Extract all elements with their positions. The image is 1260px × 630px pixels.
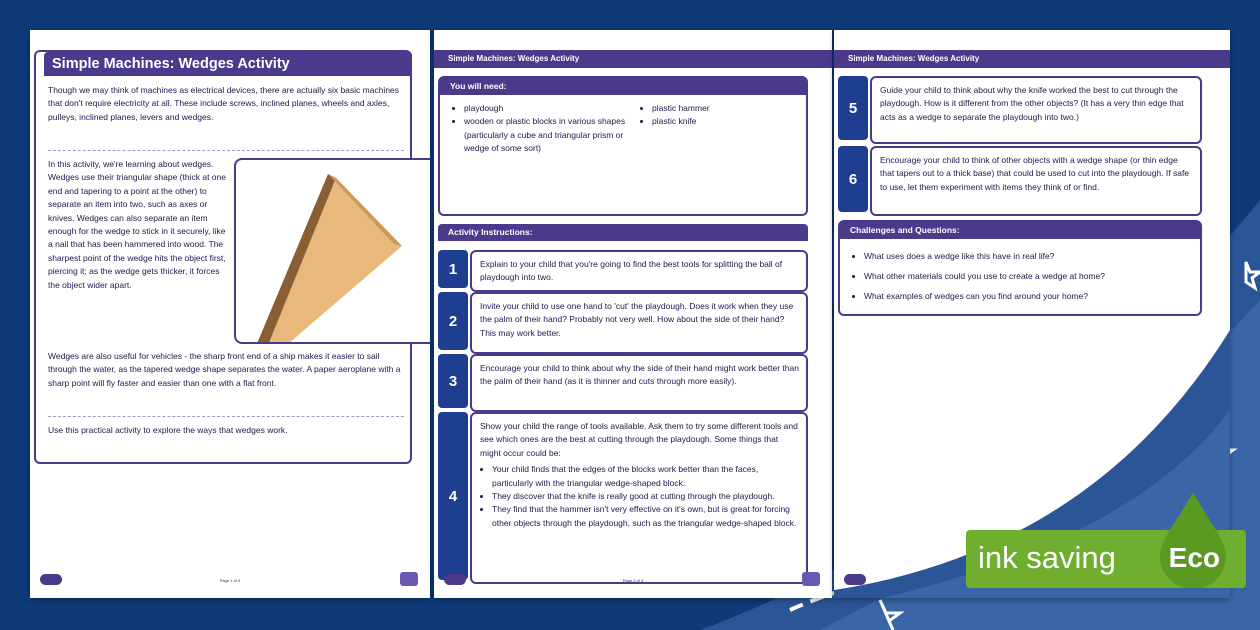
step-number: 3 — [438, 354, 468, 408]
question-item: • What examples of wedges can you find around your home? — [864, 286, 1194, 306]
page-2 — [434, 30, 832, 598]
badge-icon — [400, 572, 418, 586]
step-box — [470, 250, 808, 292]
step-text: Guide your child to think about why the knife worked the best to cut through the playdough. How is it different from the other objects? (It has a very thin edge that acts as a wedge to separate the playdough into two.) — [880, 85, 1184, 122]
page-footer — [444, 572, 822, 588]
body-text: In this activity, we're learning about wedges. Wedges use their triangular shape (thick at one end and tapering to a point at the other) to separate an item into two, such as axes or knives. Wedges can also separate an item enough for the wedge to stick in it securely, like a nail that has been hammered into wood. The sharpest point of the wedge hits the object first, piercing it; as the wedge gets thicker, it forces the object wider apart. — [48, 159, 226, 290]
step-box — [870, 76, 1202, 144]
wedge-illustration — [236, 160, 430, 342]
step-text: Show your child the range of tools available. Ask them to try some different tools and see which ones are the best at cutting through the playdough. Some things that might occur could be: — [480, 421, 798, 458]
badge-icon — [802, 572, 820, 586]
need-item: • plastic hammer — [652, 102, 800, 115]
step-bullet: • Your child finds that the edges of the blocks work better than the faces, particularly with the triangular wedge-shaped block. — [492, 463, 800, 490]
step-number: 5 — [838, 76, 868, 140]
you-will-need-box — [438, 76, 808, 216]
step-number: 1 — [438, 250, 468, 288]
page-header: Simple Machines: Wedges Activity — [434, 50, 832, 68]
step-box — [870, 146, 1202, 216]
need-list-right — [640, 102, 800, 129]
step-text: Encourage your child to think of other objects with a wedge shape (or thin edge that tapers out to a thick base) that could be used to cut into the playdough. If safe to use, let them experiment with items they think of or find. — [880, 155, 1190, 192]
step-text: Explain to your child that you're going to find the best tools for splitting the ball of playdough into two. — [480, 259, 783, 283]
wedge-image-frame — [234, 158, 430, 344]
page-footer — [40, 572, 420, 588]
page-title: Simple Machines: Wedges Activity — [44, 52, 412, 76]
need-item: • playdough — [464, 102, 630, 115]
question-item: • What uses does a wedge like this have in real life? — [864, 246, 1194, 266]
page-header: Simple Machines: Wedges Activity — [834, 50, 1230, 68]
ink-saving-label: ink saving — [978, 540, 1116, 575]
need-item: • plastic knife — [652, 115, 800, 128]
you-will-need-title: You will need: — [440, 78, 806, 95]
step-box — [470, 354, 808, 412]
step-box — [470, 412, 808, 584]
intro-text: Though we may think of machines as electrical devices, there are actually six basic machines that don't require electricity at all. These include screws, inclined planes, wheels and axles, pulleys, inclined planes, levers and wedges. — [48, 85, 400, 122]
ink-saving-banner — [966, 530, 1246, 588]
vehicles-text: Wedges are also useful for vehicles - the sharp front end of a ship makes it easier to sail through the water, as the tapered wedge shape separates the water. A paper aeroplane with a sharp point will fly faster and easier than one with a flat front. — [48, 351, 401, 388]
need-item: • wooden or plastic blocks in various shapes (particularly a cube and triangular prism or wedge of some sort) — [464, 115, 630, 155]
need-list-left — [452, 102, 630, 156]
step-text — [480, 420, 800, 530]
page-number: Page 1 of 3 — [219, 578, 241, 583]
divider — [48, 150, 404, 151]
page-1 — [30, 30, 430, 598]
eco-badge: Eco — [1168, 542, 1220, 573]
brand-logo — [844, 574, 866, 585]
step-number: 4 — [438, 412, 468, 580]
step-bullet: • They discover that the knife is really good at cutting through the playdough. — [492, 490, 800, 503]
question-item: • What other materials could you use to create a wedge at home? — [864, 266, 1194, 286]
step-bullet: • They find that the hammer isn't very effective on it's own, but is great for forcing other objects through the playdough, such as the triangular wedge-shaped block. — [492, 503, 800, 530]
step-number: 6 — [838, 146, 868, 212]
step-box — [470, 292, 808, 354]
challenges-title: Challenges and Questions: — [840, 222, 1200, 239]
divider — [48, 416, 404, 417]
instructions-title: Activity Instructions: — [438, 224, 808, 241]
steps-list — [434, 244, 812, 584]
page-number: Page 2 of 3 — [622, 578, 644, 583]
closing-text: Use this practical activity to explore the ways that wedges work. — [48, 425, 288, 435]
step-number: 2 — [438, 292, 468, 350]
step-text: Encourage your child to think about why the side of their hand might work better than the palm of their hand (as it is thinner and cuts through more easily). — [480, 363, 799, 387]
step-text: Invite your child to use one hand to 'cut' the playdough. Does it work when they use the palm of their hand? Probably not very well. How about the side of their hand? This may work better. — [480, 301, 794, 338]
